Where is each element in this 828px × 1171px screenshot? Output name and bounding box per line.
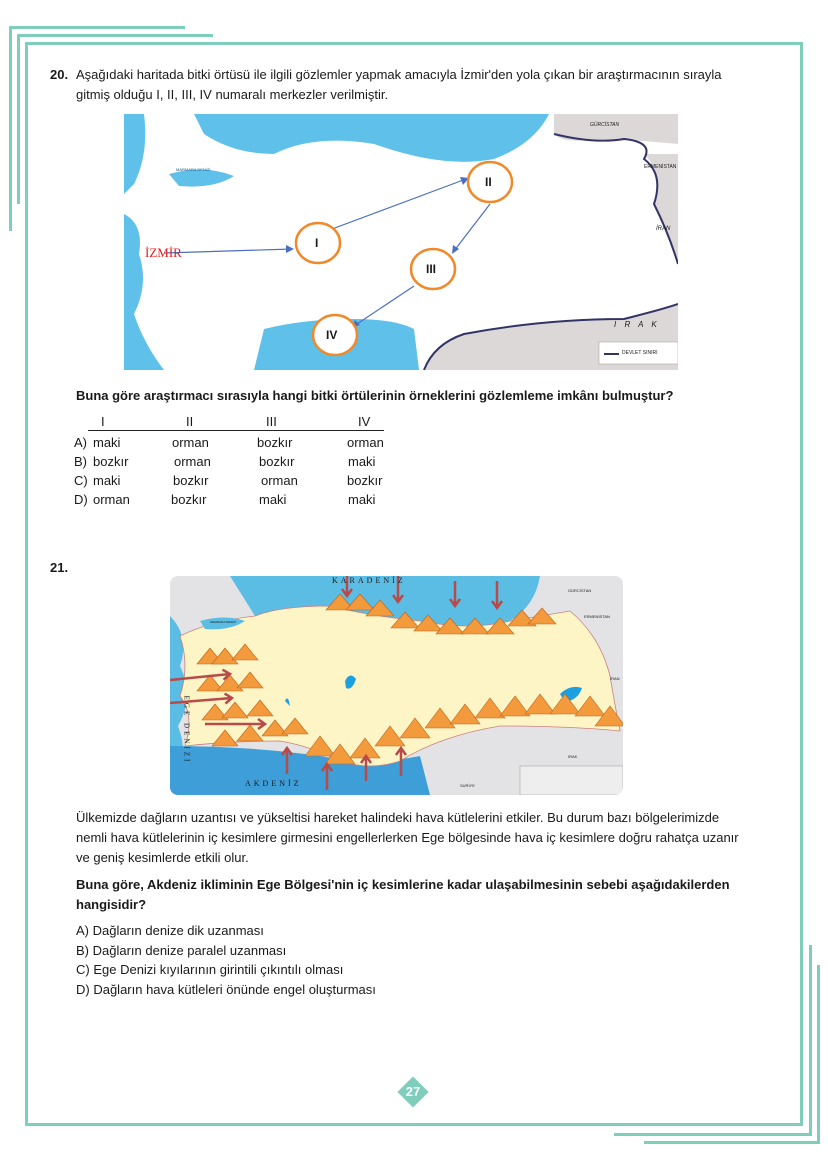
option-b[interactable]: B) Dağların denize paralel uzanması — [76, 943, 287, 958]
center-label-iv: IV — [326, 328, 338, 342]
table-header: III — [266, 414, 277, 429]
center-label-iii: III — [426, 262, 437, 276]
option-letter: D) — [74, 492, 88, 507]
cell: bozkır — [173, 473, 209, 488]
frame-line — [17, 34, 20, 204]
frame-line — [644, 1141, 820, 1144]
iraq-label: IRAK — [568, 754, 578, 759]
cell: orman — [174, 454, 211, 469]
option-letter: B) — [74, 454, 87, 469]
option-letter: A) — [74, 435, 87, 450]
turkey-route-map — [124, 114, 678, 370]
aegean-label: EGE DENİZİ — [182, 695, 191, 765]
cell: maki — [93, 435, 121, 450]
cell: orman — [261, 473, 298, 488]
syria-label: SURİYE — [460, 783, 475, 788]
option-letter: C) — [74, 473, 88, 488]
iran-label: İRAN — [610, 676, 620, 681]
iran-label: İRAN — [656, 226, 671, 232]
table-header: II — [186, 414, 194, 429]
question-20-text: gitmiş olduğu I, II, III, IV numaralı merkezler verilmiştir. — [76, 87, 389, 102]
frame-line — [9, 26, 12, 231]
cell: orman — [172, 435, 209, 450]
question-21-paragraph: Ülkemizde dağların uzantısı ve yükseltisi hareket halindeki hava kütlelerini etkiler. Bu durum bazı bölgelerimizde — [76, 810, 720, 825]
question-21-number: 21. — [50, 560, 69, 575]
iraq-label: I R A K — [614, 320, 660, 329]
cell: bozkır — [171, 492, 207, 507]
cell: bozkır — [259, 454, 295, 469]
cell: bozkır — [347, 473, 383, 488]
frame-line — [614, 1133, 812, 1136]
cell: bozkır — [93, 454, 129, 469]
cell: maki — [259, 492, 287, 507]
page-number-badge — [398, 1077, 428, 1107]
cell: maki — [93, 473, 121, 488]
cell: orman — [93, 492, 130, 507]
center-label-ii: II — [485, 175, 492, 189]
frame-line — [9, 26, 185, 29]
option-a[interactable]: A) Dağların denize dik uzanması — [76, 923, 264, 938]
center-label-i: I — [315, 236, 319, 250]
question-20-prompt: Buna göre araştırmacı sırasıyla hangi bitki örtülerinin örneklerini gözlemleme imkânı bulmuştur? — [76, 388, 674, 403]
table-header: IV — [358, 414, 371, 429]
georgia-label: GÜRCİSTAN — [590, 122, 620, 128]
armenia-label: ERMENİSTAN — [644, 164, 677, 170]
cell: maki — [348, 454, 376, 469]
cell: maki — [348, 492, 376, 507]
izmir-label: İZMİR — [145, 245, 182, 260]
question-21-prompt: hangisidir? — [76, 897, 147, 912]
question-21-prompt: Buna göre, Akdeniz ikliminin Ege Bölgesi'nin iç kesimlerine kadar ulaşabilmesinin sebebi aşağıdakilerden — [76, 877, 730, 892]
question-20-number: 20. — [50, 67, 69, 82]
marmara-label: MARMARA DENİZİ — [210, 620, 236, 624]
marmara-label: MARMARA DENİZİ — [176, 167, 211, 172]
frame-line — [17, 34, 213, 37]
frame-line — [809, 945, 812, 1136]
option-d[interactable]: D) Dağların hava kütleleri önünde engel oluşturması — [76, 982, 376, 997]
frame-line — [817, 965, 820, 1144]
black-sea-label: KARADENİZ — [332, 576, 406, 585]
option-c[interactable]: C) Ege Denizi kıyılarının girintili çıkıntılı olması — [76, 962, 344, 977]
mediterranean-label: AKDENİZ — [245, 779, 302, 788]
question-21-paragraph: nemli hava kütlelerinin iç kesimlere girmesini engellerlerken Ege bölgesinde hava iç kesimlere doğru rahatça uzanır — [76, 830, 739, 845]
page-number: 27 — [405, 1084, 421, 1099]
georgia-label: GÜRCİSTAN — [568, 588, 592, 593]
table-header: I — [101, 414, 105, 429]
armenia-label: ERMENİSTAN — [584, 614, 610, 619]
turkey-mountains-map — [170, 576, 623, 795]
legend-label: DEVLET SINIRI — [622, 350, 658, 356]
question-21-paragraph: ve geniş kesimlerde etkili olur. — [76, 850, 249, 865]
cell: orman — [347, 435, 384, 450]
question-20-text: Aşağıdaki haritada bitki örtüsü ile ilgili gözlemler yapmak amacıyla İzmir'den yola çıkan bir araştırmacının sırayla — [76, 67, 722, 82]
cell: bozkır — [257, 435, 293, 450]
